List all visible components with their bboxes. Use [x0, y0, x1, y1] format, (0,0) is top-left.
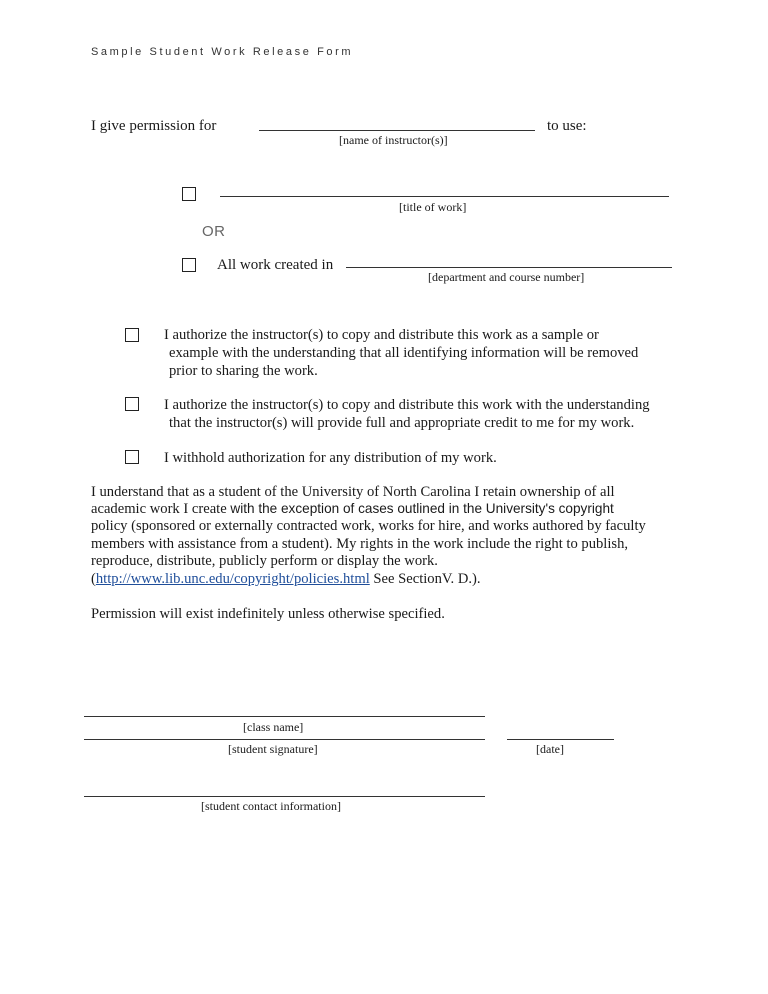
student-signature-caption: [student signature] — [228, 742, 318, 756]
ownership-line-2b: with the exception of cases outlined in the University's copyright — [230, 501, 614, 516]
ownership-line-6 — [91, 570, 481, 588]
to-use-label: to use: — [547, 118, 587, 134]
class-name-caption: [class name] — [243, 720, 304, 734]
authorize-credit-line-1: I authorize the instructor(s) to copy and distribute this work with the understanding — [164, 397, 650, 413]
title-of-work-checkbox[interactable] — [182, 187, 196, 201]
or-separator: OR — [202, 223, 226, 240]
permission-lead: I give permission for — [91, 118, 217, 134]
ownership-line-5: reproduce, distribute, publicly perform or display the work. — [91, 553, 438, 569]
student-signature-field[interactable] — [84, 739, 485, 740]
section-reference: See SectionV. D.). — [369, 571, 481, 587]
copyright-policy-link[interactable]: http://www.lib.unc.edu/copyright/policies.html — [95, 571, 370, 587]
ownership-line-2 — [91, 500, 614, 518]
document-title: Sample Student Work Release Form — [91, 46, 354, 58]
authorize-credit-checkbox[interactable] — [125, 397, 139, 411]
withhold-authorization-checkbox[interactable] — [125, 450, 139, 464]
authorize-sample-line-3: prior to sharing the work. — [169, 363, 318, 379]
ownership-line-3: policy (sponsored or externally contracted work, works for hire, and works authored by faculty — [91, 518, 646, 534]
authorize-credit-line-2: that the instructor(s) will provide full and appropriate credit to me for my work. — [169, 415, 635, 431]
all-work-label: All work created in — [217, 257, 334, 273]
student-contact-field[interactable] — [84, 796, 485, 797]
authorize-sample-line-2: example with the understanding that all identifying information will be removed — [169, 345, 639, 361]
student-contact-caption: [student contact information] — [201, 799, 341, 813]
title-of-work-field[interactable] — [220, 196, 669, 197]
authorize-sample-line-1: I authorize the instructor(s) to copy and distribute this work as a sample or — [164, 327, 599, 343]
instructor-name-caption: [name of instructor(s)] — [339, 133, 448, 147]
class-name-field[interactable] — [84, 716, 485, 717]
duration-statement: Permission will exist indefinitely unless otherwise specified. — [91, 606, 445, 622]
ownership-line-2a: academic work I create — [91, 501, 231, 517]
authorize-sample-checkbox[interactable] — [125, 328, 139, 342]
date-caption: [date] — [536, 742, 564, 756]
ownership-line-1: I understand that as a student of the University of North Carolina I retain ownership of all — [91, 484, 615, 500]
date-field[interactable] — [507, 739, 614, 740]
department-course-caption: [department and course number] — [428, 270, 585, 284]
instructor-name-field[interactable] — [259, 130, 535, 131]
all-work-checkbox[interactable] — [182, 258, 196, 272]
withhold-authorization-text: I withhold authorization for any distribution of my work. — [164, 450, 497, 466]
department-course-field[interactable] — [346, 267, 672, 268]
title-of-work-caption: [title of work] — [399, 200, 467, 214]
link-open-paren: ( — [91, 571, 96, 587]
ownership-line-4: members with assistance from a student). My rights in the work include the right to publish, — [91, 536, 629, 552]
